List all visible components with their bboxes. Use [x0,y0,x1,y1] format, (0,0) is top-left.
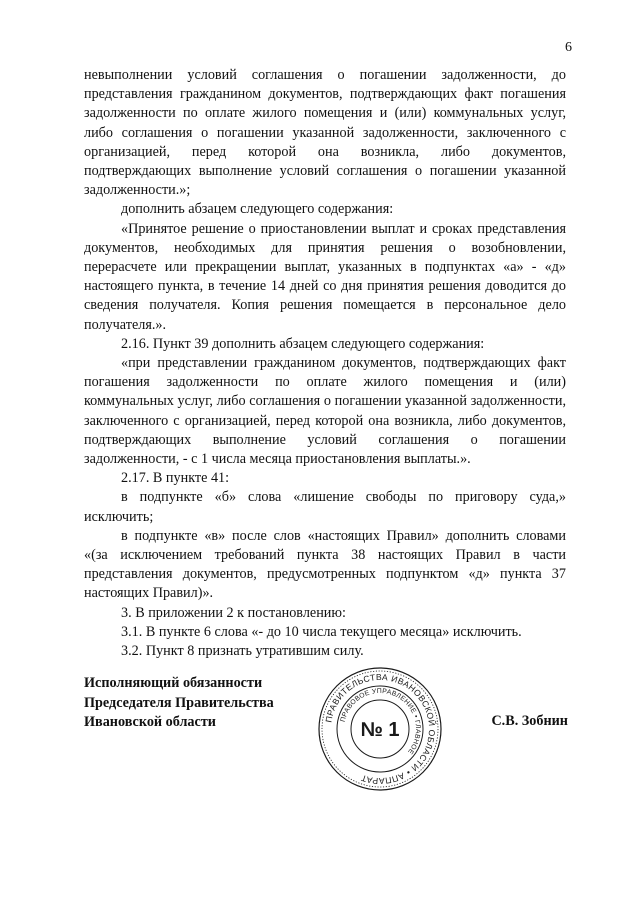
paragraph: «при представлении гражданином документов, подтверждающих факт погашения задолженности по оплате жилого помещения и (или) коммунальных услуг, либо соглашения о погашении указанной задолженности, заключенного с организацией, перед которой она возникла, либо документов, подтверждающих выполнение условий соглашения о погашении задолженности, - с 1 числа месяца приостановления выплаты.». [84,355,566,468]
paragraph: в подпункте «в» после слов «настоящих Правил» дополнить словами «(за исключением требований пункта 38 настоящих Правил в части представления документов, предусмотренных подпунктом «д» пункта 37 настоящих Правил)». [84,527,566,602]
paragraph: 3.1. В пункте 6 слова «- до 10 числа текущего месяца» исключить. [121,623,522,640]
signature-title-line: Исполняющий обязанности [84,675,263,691]
paragraph: 2.16. Пункт 39 дополнить абзацем следующего содержания: [121,335,485,352]
seal-outer-textpath: ПРАВИТЕЛЬСТВА ИВАНОВСКОЙ ОБЛАСТИ • АППАРАТ [323,671,438,787]
document-body [84,66,566,661]
paragraph: 2.17. В пункте 41: [121,470,230,487]
paragraph: 3. В приложении 2 к постановлению: [121,604,346,621]
signature-title-line: Председателя Правительства [84,694,274,711]
paragraph: в подпункте «б» слова «лишение свободы по приговору суда,» исключить; [84,489,566,525]
signer-name: С.В. Зобнин [491,713,568,729]
paragraph: «Принятое решение о приостановлении выплат и сроках представления документов, необходимых для принятия решения о возобновлении, перерасчете или прекращении выплат, указанных в подпунктах «а» - «д» настоящего пункта, в течение 14 дней со дня принятия решения доводится до сведения получателя. Копия решения помещается в персональное дело получателя.». [84,220,566,333]
signature-title-line: Ивановской области [84,714,216,730]
seal-inner-textpath: ПРАВОВОЕ УПРАВЛЕНИЕ • ГЛАВНОЕ [339,687,422,756]
official-seal [316,665,444,793]
paragraph: 3.2. Пункт 8 признать утратившим силу. [121,643,364,660]
paragraph: дополнить абзацем следующего содержания: [121,201,394,218]
page-number: 6 [565,40,572,55]
seal-number: № 1 [360,719,400,741]
paragraph: невыполнении условий соглашения о погашении задолженности, до представления гражданином документов, подтверждающих факт погашения задолженности по оплате жилого помещения и (или) коммунальных услуг, либо соглашения о погашении указанной задолженности, заключенного с организацией, перед которой она возникла, либо документов, подтверждающих выполнение условий соглашения о погашении указанной задолженности.»; [84,67,566,199]
